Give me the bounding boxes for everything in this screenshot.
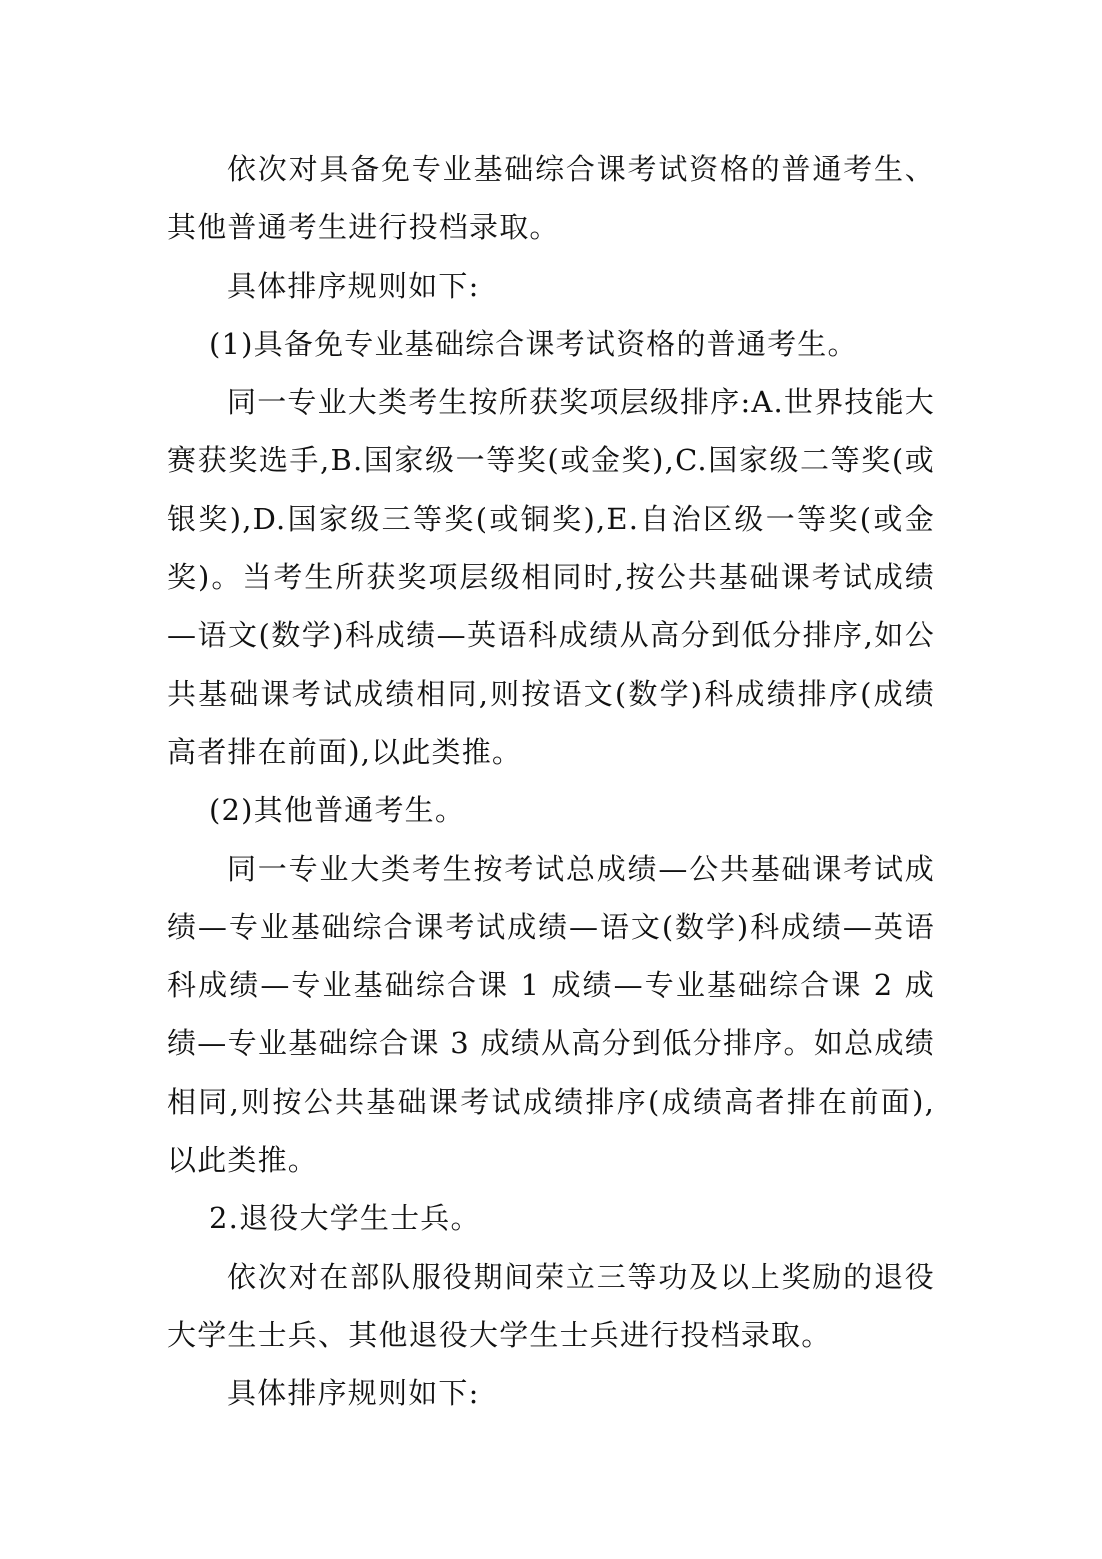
subheading-exempt-candidates: (1)具备免专业基础综合课考试资格的普通考生。: [209, 326, 858, 361]
paragraph-sorting-rules-intro: 具体排序规则如下:: [227, 268, 480, 303]
paragraph-veteran-sorting-rules-intro: 具体排序规则如下:: [227, 1376, 480, 1411]
paragraph-veteran-admission-order: 依次对在部队服役期间荣立三等功及以上奖励的退役大学生士兵、其他退役大学生士兵进行投档录取。: [167, 1259, 935, 1352]
paragraph-score-ranking: 同一专业大类考生按考试总成绩—公共基础课考试成绩—专业基础综合课考试成绩—语文(数学)科成绩—英语科成绩—专业基础综合课 1 成绩—专业基础综合课 2 成绩—专业基础综合课 3 成绩从高分到低分排序。如总成绩相同,则按公共基础课考试成绩排序(成绩高者排在前面),以此类推。: [167, 851, 935, 1178]
paragraph-award-ranking: 同一专业大类考生按所获奖项层级排序:A.世界技能大赛获奖选手,B.国家级一等奖(或金奖),C.国家级二等奖(或银奖),D.国家级三等奖(或铜奖),E.自治区级一等奖(或金奖)。当考生所获奖项层级相同时,按公共基础课考试成绩—语文(数学)科成绩—英语科成绩从高分到低分排序,如公共基础课考试成绩相同,则按语文(数学)科成绩排序(成绩高者排在前面),以此类推。: [167, 385, 935, 769]
subheading-veteran-students: 2.退役大学生士兵。: [209, 1201, 481, 1236]
document-page: [167, 140, 935, 1423]
paragraph-admission-order: 依次对具备免专业基础综合课考试资格的普通考生、其他普通考生进行投档录取。: [167, 152, 935, 245]
subheading-other-candidates: (2)其他普通考生。: [209, 793, 466, 828]
